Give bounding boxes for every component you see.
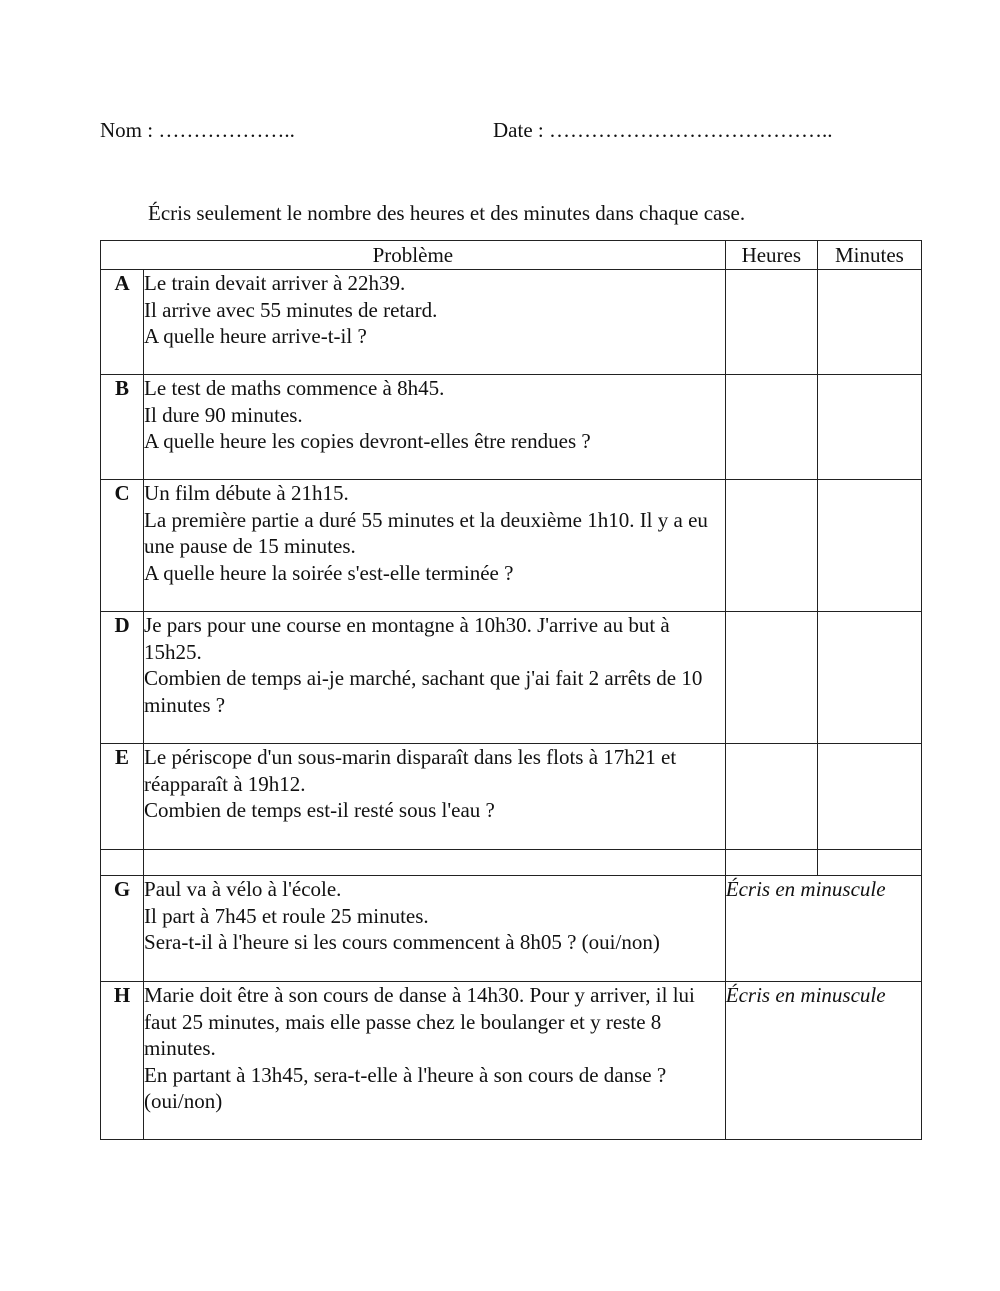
problem-row-b [101, 375, 922, 480]
problem-line: La première partie a duré 55 minutes et la deuxième 1h10. Il y a eu une pause de 15 minutes. [144, 507, 708, 558]
problem-line: Combien de temps est-il resté sous l'eau ? [144, 798, 495, 822]
minutes-answer-cell[interactable] [817, 270, 921, 375]
hours-answer-cell[interactable] [725, 270, 817, 375]
problem-line: Paul va à vélo à l'école. [144, 877, 342, 901]
problem-line: Il part à 7h45 et roule 25 minutes. [144, 903, 429, 928]
problem-line: A quelle heure arrive-t-il ? [144, 324, 367, 348]
minutes-answer-cell[interactable] [817, 612, 921, 744]
problem-line: Il dure 90 minutes. [144, 402, 303, 427]
problem-text [144, 612, 726, 744]
problem-line: A quelle heure la soirée s'est-elle terminée ? [144, 560, 514, 585]
hours-answer-cell[interactable] [725, 744, 817, 850]
problem-line: Marie doit être à son cours de danse à 14h30. Pour y arriver, il lui faut 25 minutes, mais elle passe chez le boulanger et y reste 8 minutes. [144, 983, 695, 1060]
problem-line: Un film débute à 21h15. [144, 481, 349, 505]
problem-line: A quelle heure les copies devront-elles être rendues ? [144, 429, 591, 453]
hours-answer-cell[interactable] [725, 612, 817, 744]
problem-row-d [101, 612, 922, 744]
date-field-label[interactable]: Date : ………………………………….. [493, 118, 833, 142]
hours-answer-cell[interactable] [725, 480, 817, 612]
name-field-label[interactable]: Nom : ……………….. [100, 118, 295, 142]
table-header-row [101, 241, 922, 270]
empty-cell [817, 850, 921, 876]
empty-cell [101, 850, 144, 876]
problem-letter: B [101, 375, 144, 480]
problem-row-g [101, 876, 922, 982]
problem-letter: E [101, 744, 144, 850]
problem-table [100, 240, 922, 1140]
problem-line: Le test de maths commence à 8h45. [144, 376, 445, 400]
empty-cell [725, 850, 817, 876]
problem-line: Le périscope d'un sous-marin disparaît dans les flots à 17h21 et réapparaît à 19h12. [144, 745, 677, 796]
problem-row-c [101, 480, 922, 612]
problem-letter: C [101, 480, 144, 612]
problem-line: Je pars pour une course en montagne à 10h30. J'arrive au but à 15h25. [144, 613, 670, 664]
problem-row-h [101, 982, 922, 1140]
hours-answer-cell[interactable] [725, 375, 817, 480]
column-header-minutes: Minutes [817, 241, 921, 270]
yes-no-answer-cell[interactable] [725, 876, 921, 982]
problem-text [144, 876, 726, 982]
empty-spacer-row [101, 850, 922, 876]
column-header-problem: Problème [101, 241, 726, 270]
problem-text [144, 744, 726, 850]
problem-line: Il arrive avec 55 minutes de retard. [144, 297, 438, 322]
yes-no-answer-cell[interactable] [725, 982, 921, 1140]
problem-letter: H [101, 982, 144, 1140]
problem-line: Sera-t-il à l'heure si les cours commencent à 8h05 ? (oui/non) [144, 930, 660, 954]
problem-letter: A [101, 270, 144, 375]
problem-text [144, 480, 726, 612]
problem-text [144, 375, 726, 480]
empty-cell [144, 850, 726, 876]
minutes-answer-cell[interactable] [817, 375, 921, 480]
problem-line: Le train devait arriver à 22h39. [144, 271, 406, 295]
answer-hint: Écris en minuscule [725, 877, 886, 901]
problem-text [144, 270, 726, 375]
problem-letter: G [101, 876, 144, 982]
problem-row-e [101, 744, 922, 850]
column-header-hours: Heures [725, 241, 817, 270]
problem-line: En partant à 13h45, sera-t-elle à l'heure à son cours de danse ? (oui/non) [144, 1062, 667, 1113]
problem-line: Combien de temps ai-je marché, sachant que j'ai fait 2 arrêts de 10 minutes ? [144, 666, 703, 717]
problem-row-a [101, 270, 922, 375]
minutes-answer-cell[interactable] [817, 480, 921, 612]
instruction-text: Écris seulement le nombre des heures et des minutes dans chaque case. [148, 201, 746, 225]
problem-letter: D [101, 612, 144, 744]
answer-hint: Écris en minuscule [725, 983, 886, 1007]
minutes-answer-cell[interactable] [817, 744, 921, 850]
problem-text [144, 982, 726, 1140]
